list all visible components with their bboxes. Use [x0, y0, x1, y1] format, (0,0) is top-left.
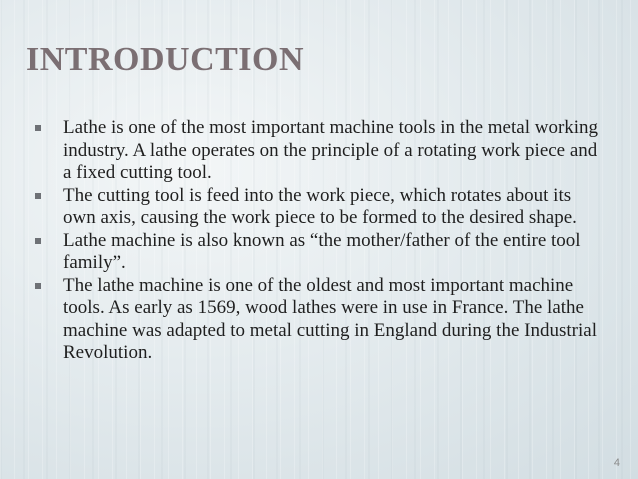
square-bullet-icon [33, 117, 63, 131]
page-number: 4 [613, 457, 620, 469]
bullet-text: Lathe is one of the most important machine tools in the metal working industry. A lathe operates on the principle of a rotating work piece and a fixed cutting tool. [63, 117, 599, 183]
list-item [33, 117, 605, 185]
slide-title: INTRODUCTION [26, 41, 305, 78]
list-item [33, 185, 605, 230]
square-bullet-icon [33, 230, 63, 244]
square-bullet-icon [33, 185, 63, 199]
list-item [33, 230, 605, 275]
bullet-list [33, 117, 605, 365]
list-item [33, 275, 605, 365]
bullet-text: Lathe machine is also known as “the mother/father of the entire tool family”. [63, 229, 581, 273]
bullet-text: The cutting tool is feed into the work piece, which rotates about its own axis, causing the work piece to be formed to the desired shape. [63, 184, 577, 228]
square-bullet-icon [33, 275, 63, 289]
bullet-text: The lathe machine is one of the oldest and most important machine tools. As early as 1569, wood lathes were in use in France. The lathe machine was adapted to metal cutting in England during the Industrial Revolution. [63, 274, 597, 363]
